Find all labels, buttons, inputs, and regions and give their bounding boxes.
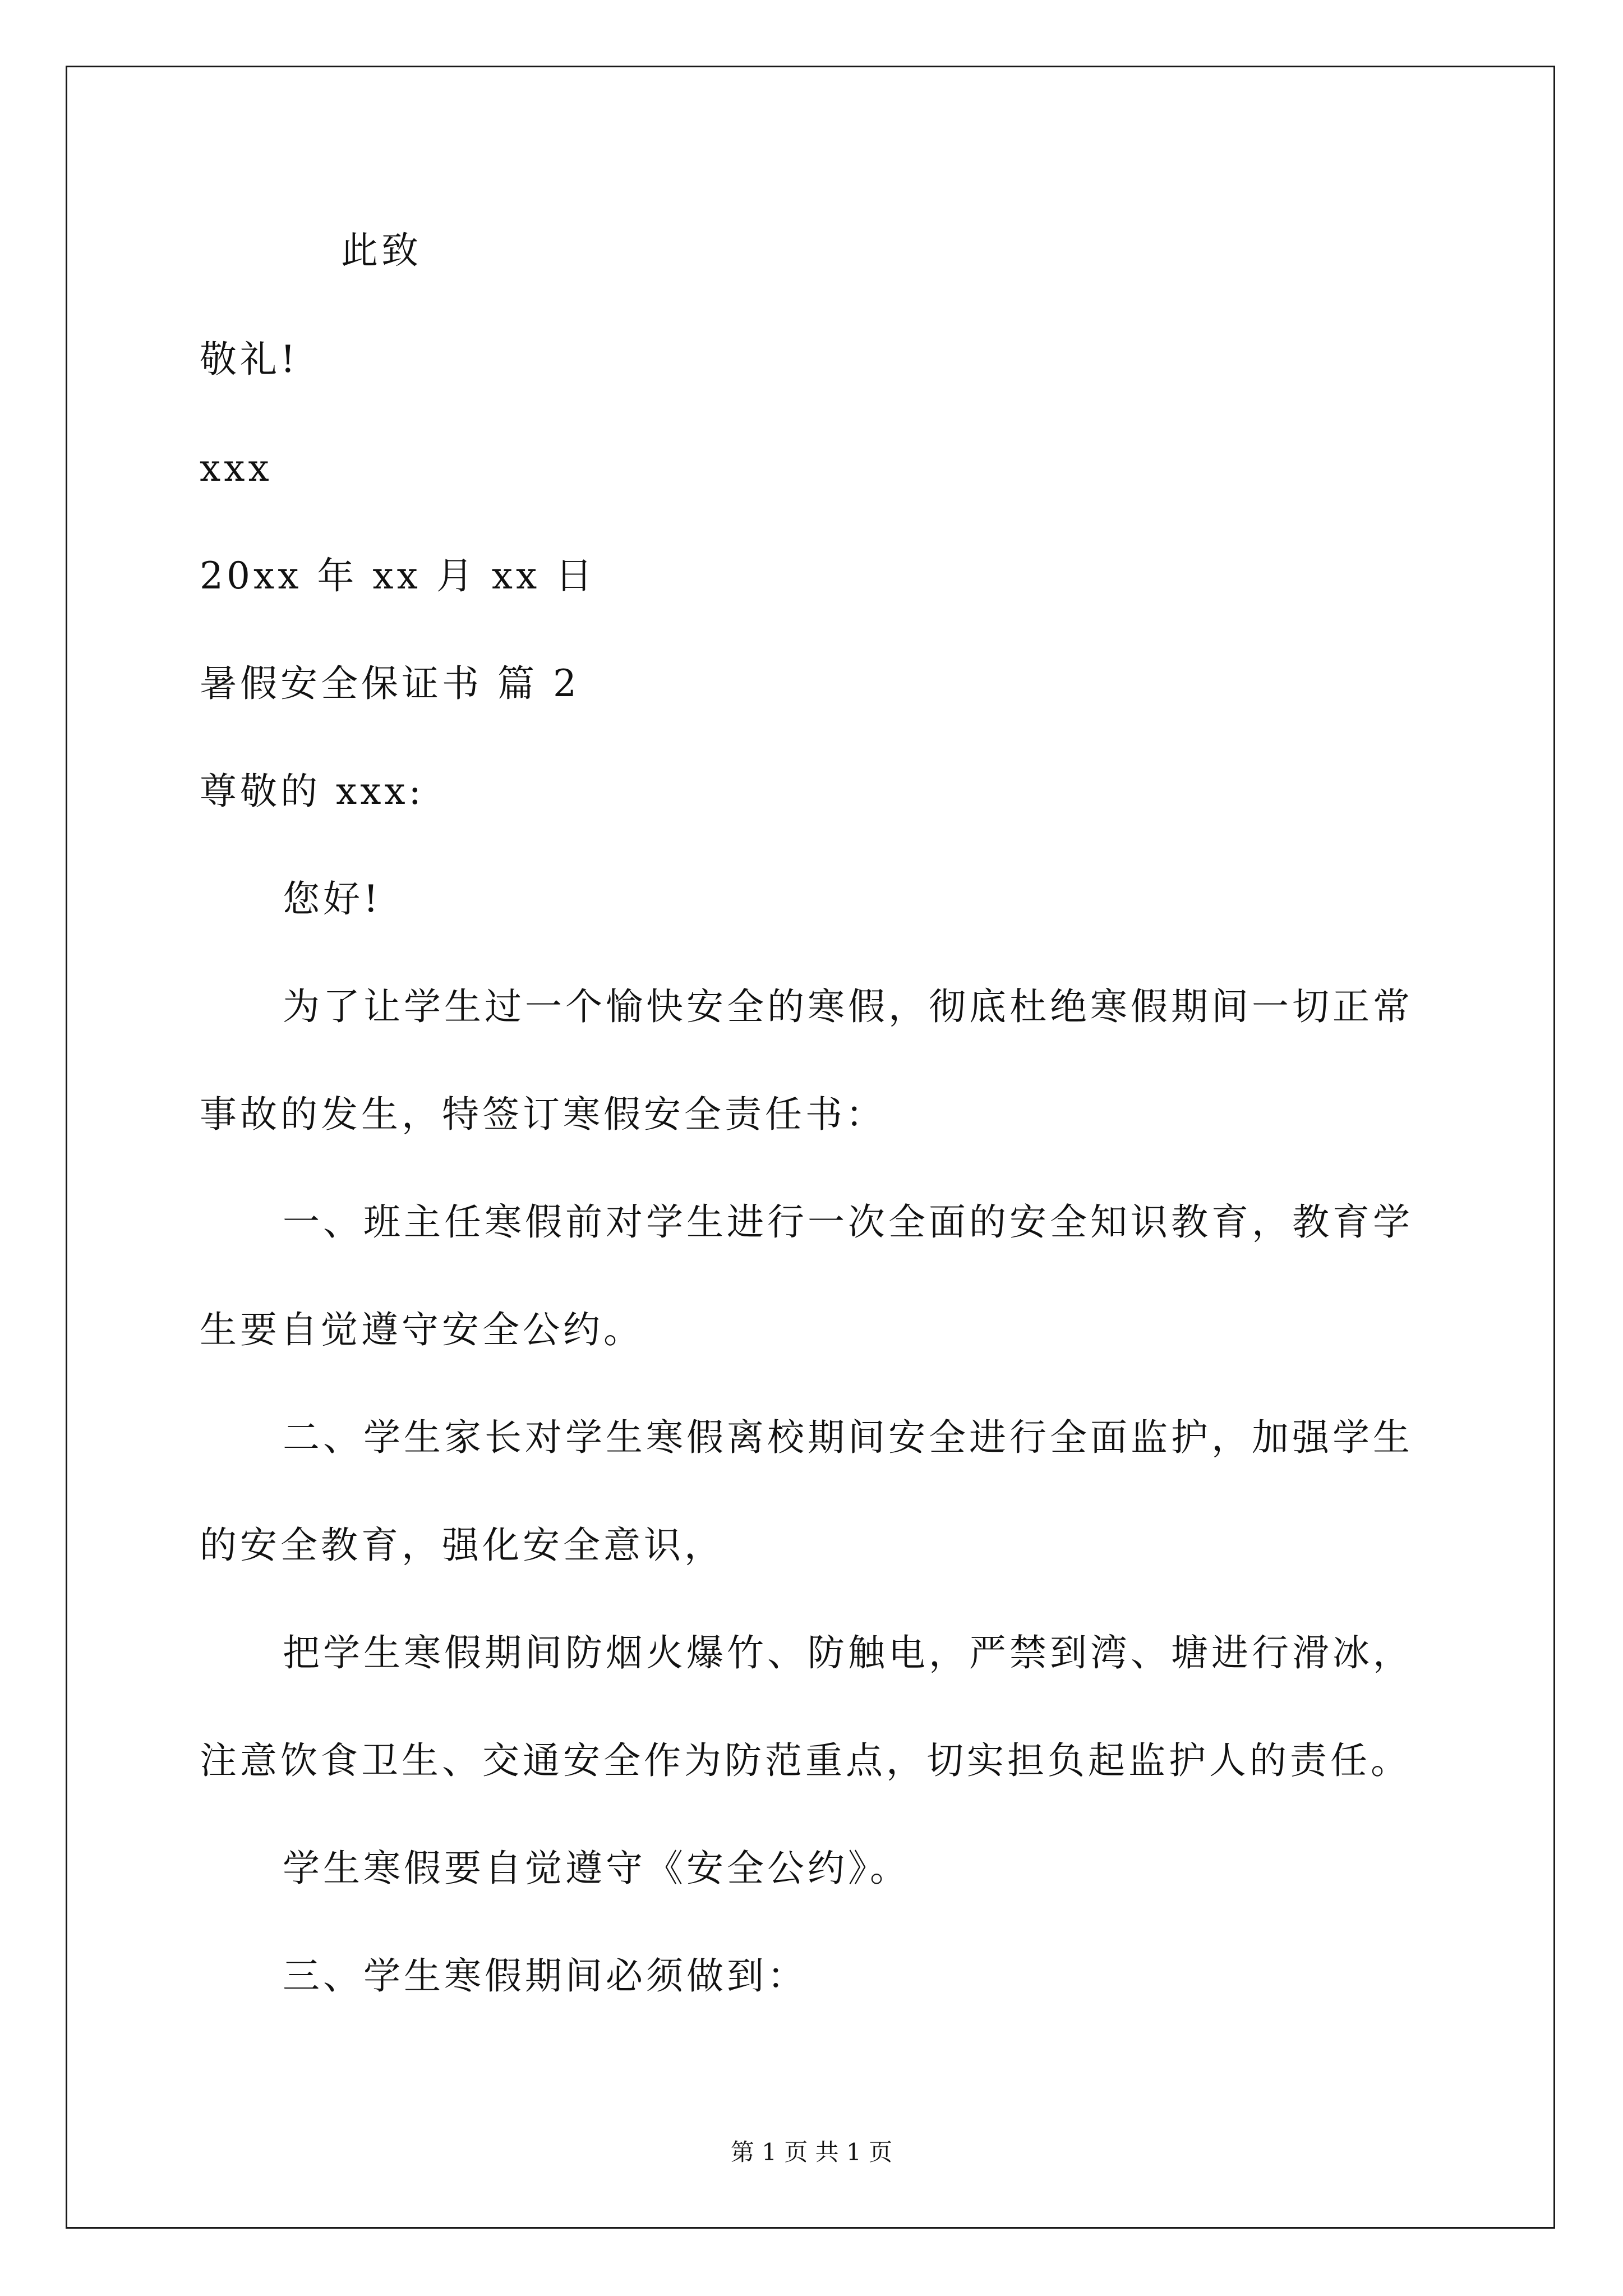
paragraph-4-line-2: 注意饮食卫生、交通安全作为防范重点，切实担负起监护人的责任。 [200, 1739, 1411, 1782]
paragraph-3-line-1: 二、学生家长对学生寒假离校期间安全进行全面监护，加强学生 [283, 1416, 1413, 1459]
closing-salute: 敬礼! [200, 338, 299, 381]
signature: xxx [200, 447, 273, 490]
section-title: 暑假安全保证书 篇 2 [200, 662, 580, 705]
paragraph-2-line-2: 生要自觉遵守安全公约。 [200, 1308, 644, 1351]
paragraph-2-line-1: 一、班主任寒假前对学生进行一次全面的安全知识教育，教育学 [283, 1200, 1413, 1244]
page-border [66, 66, 1555, 2229]
salutation: 尊敬的 xxx: [200, 770, 425, 813]
closing-phrase: 此致 [341, 229, 422, 272]
paragraph-1-line-2: 事故的发生，特签订寒假安全责任书： [200, 1093, 886, 1136]
greeting: 您好! [283, 877, 382, 921]
date-line: 20xx 年 xx 月 xx 日 [200, 554, 596, 597]
paragraph-4-line-1: 把学生寒假期间防烟火爆竹、防触电，严禁到湾、塘进行滑冰， [283, 1631, 1413, 1674]
paragraph-6: 三、学生寒假期间必须做到： [283, 1954, 808, 1998]
paragraph-1-line-1: 为了让学生过一个愉快安全的寒假，彻底杜绝寒假期间一切正常 [283, 985, 1413, 1028]
paragraph-5: 学生寒假要自觉遵守《安全公约》。 [283, 1847, 910, 1890]
page-footer: 第 1 页 共 1 页 [730, 2138, 893, 2166]
paragraph-3-line-2: 的安全教育，强化安全意识， [200, 1524, 725, 1567]
